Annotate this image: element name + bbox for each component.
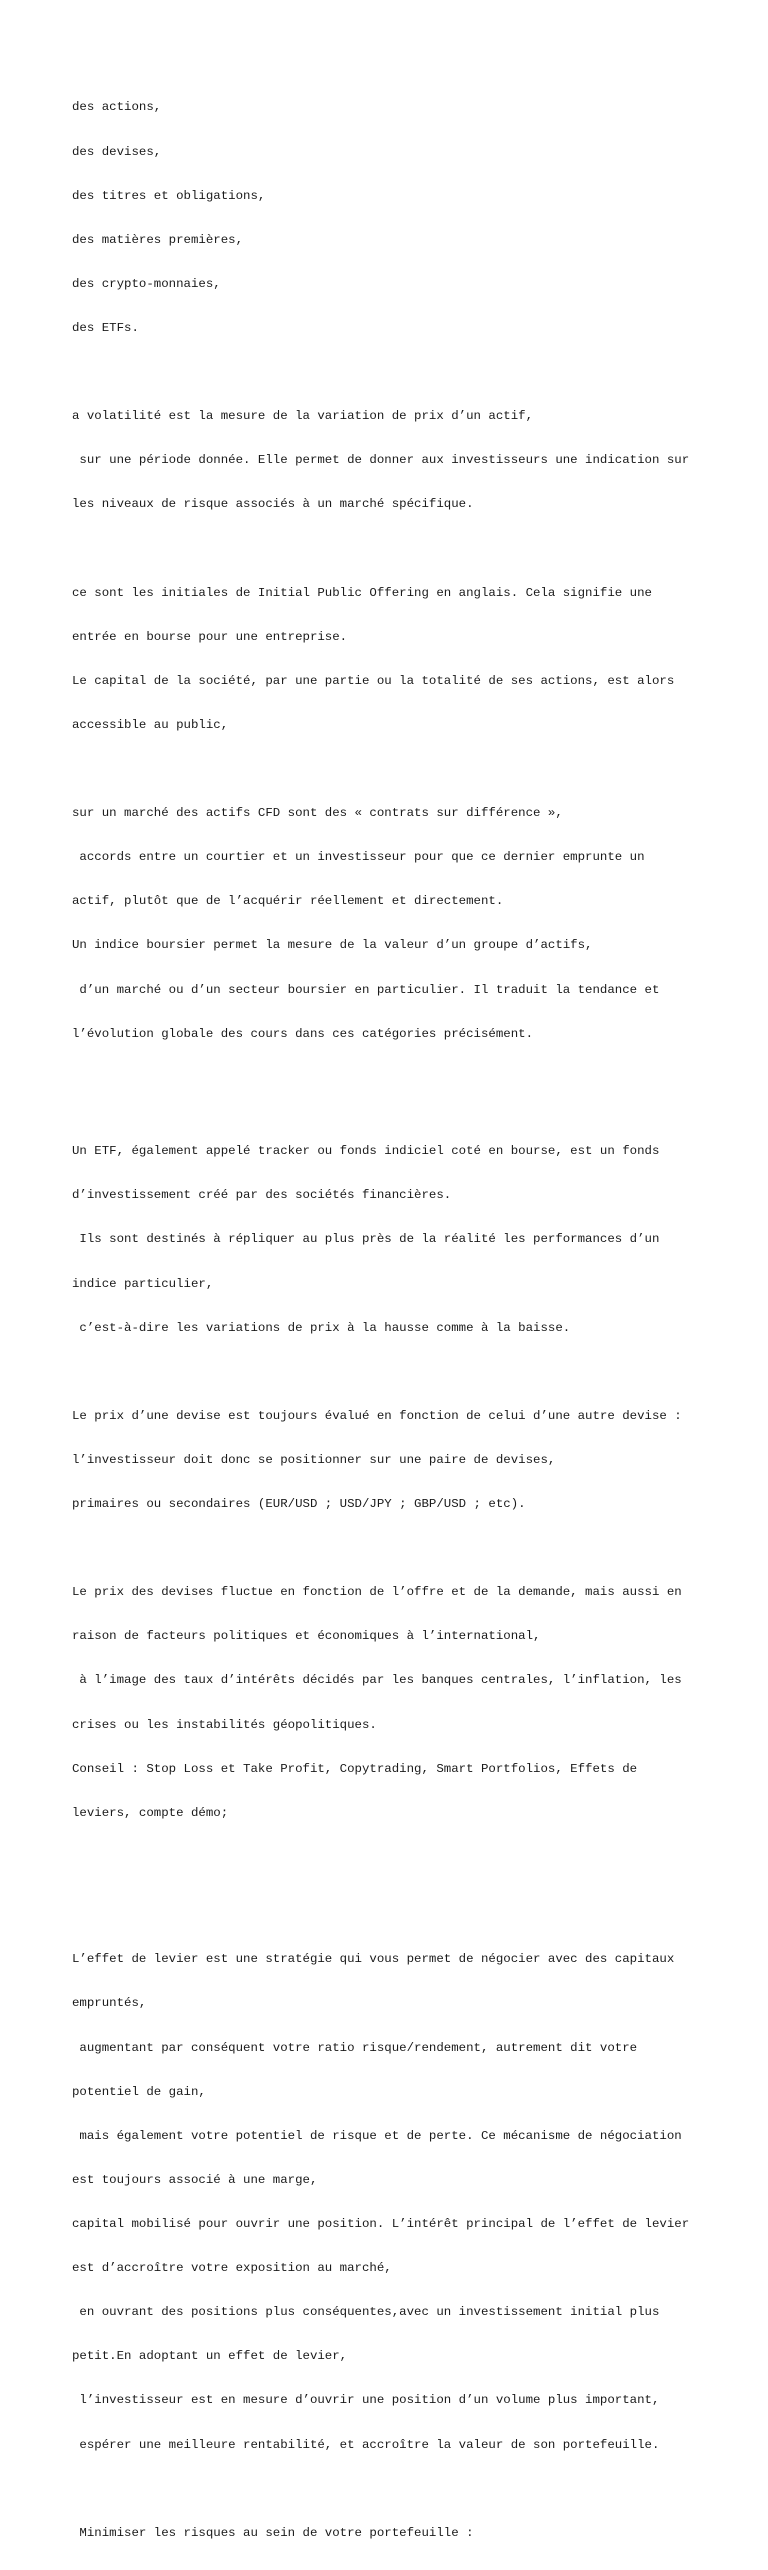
text-line: Le prix des devises fluctue en fonction de l’offre et de la demande, mais aussi en <box>72 1585 682 1600</box>
text-line: sur une période donnée. Elle permet de donner aux investisseurs une indication sur <box>72 453 690 468</box>
list-item: des crypto-monnaies, <box>72 276 221 291</box>
list-item: des devises, <box>72 144 162 159</box>
text-line: petit.En adoptant un effet de levier, <box>72 2349 348 2364</box>
text-line: c’est-à-dire les variations de prix à la hausse comme à la baisse. <box>72 1320 571 1335</box>
text-line: est toujours associé à une marge, <box>72 2172 318 2187</box>
document-page <box>72 71 702 2570</box>
text-line: empruntés, <box>72 1996 147 2011</box>
text-line: Minimiser les risques au sein de votre portefeuille : <box>72 2525 474 2540</box>
text-line: l’investisseur est en mesure d’ouvrir une position d’un volume plus important, <box>72 2393 660 2408</box>
paragraph-etf <box>72 1115 702 1365</box>
paragraph-risk <box>72 2496 702 2570</box>
text-line: d’un marché ou d’un secteur boursier en particulier. Il traduit la tendance et <box>72 982 660 997</box>
text-line: indice particulier, <box>72 1276 214 1291</box>
text-line: en ouvrant des positions plus conséquentes,avec un investissement initial plus <box>72 2305 660 2320</box>
text-line: Un indice boursier permet la mesure de la valeur d’un groupe d’actifs, <box>72 938 593 953</box>
text-line: à l’image des taux d’intérêts décidés par les banques centrales, l’inflation, les <box>72 1673 682 1688</box>
paragraph-leverage <box>72 1923 702 2482</box>
text-line: accessible au public, <box>72 717 229 732</box>
text-line: augmentant par conséquent votre ratio risque/rendement, autrement dit votre <box>72 2040 638 2055</box>
text-line: l’investisseur doit donc se positionner sur une paire de devises, <box>72 1452 556 1467</box>
text-line: mais également votre potentiel de risque et de perte. Ce mécanisme de négociation <box>72 2128 682 2143</box>
paragraph-ipo <box>72 556 702 762</box>
text-line: Ils sont destinés à répliquer au plus près de la réalité les performances d’un <box>72 1232 660 1247</box>
text-line: actif, plutôt que de l’acquérir réellement et directement. <box>72 894 504 909</box>
text-line: raison de facteurs politiques et économiques à l’international, <box>72 1629 541 1644</box>
text-line: accords entre un courtier et un investisseur pour que ce dernier emprunte un <box>72 850 645 865</box>
text-line: primaires ou secondaires (EUR/USD ; USD/JPY ; GBP/USD ; etc). <box>72 1497 526 1512</box>
paragraph-currency-pair <box>72 1379 702 1541</box>
text-line: ce sont les initiales de Initial Public Offering en anglais. Cela signifie une <box>72 585 652 600</box>
list-item: des ETFs. <box>72 320 139 335</box>
paragraph-currency-factors <box>72 1556 702 1850</box>
paragraph-cfd-index <box>72 777 702 1071</box>
text-line: Un ETF, également appelé tracker ou fonds indiciel coté en bourse, est un fonds <box>72 1144 660 1159</box>
text-line: Le prix d’une devise est toujours évalué en fonction de celui d’une autre devise : <box>72 1408 682 1423</box>
text-line: les niveaux de risque associés à un marché spécifique. <box>72 497 474 512</box>
text-line: crises ou les instabilités géopolitiques. <box>72 1717 377 1732</box>
text-line: d’investissement créé par des sociétés financières. <box>72 1188 452 1203</box>
text-line: sur un marché des actifs CFD sont des « contrats sur différence », <box>72 806 563 821</box>
text-line: leviers, compte démo; <box>72 1805 229 1820</box>
text-line: est d’accroître votre exposition au marché, <box>72 2261 392 2276</box>
list-item: des actions, <box>72 100 162 115</box>
list-item: des matières premières, <box>72 232 244 247</box>
text-line: Le capital de la société, par une partie ou la totalité de ses actions, est alors <box>72 673 675 688</box>
assets-list <box>72 71 702 365</box>
text-line: Conseil : Stop Loss et Take Profit, Copytrading, Smart Portfolios, Effets de <box>72 1761 638 1776</box>
text-line: capital mobilisé pour ouvrir une position. L’intérêt principal de l’effet de levier <box>72 2216 690 2231</box>
list-item: des titres et obligations, <box>72 188 266 203</box>
text-line: espérer une meilleure rentabilité, et accroître la valeur de son portefeuille. <box>72 2437 660 2452</box>
text-line: entrée en bourse pour une entreprise. <box>72 629 348 644</box>
text-line: a volatilité est la mesure de la variation de prix d’un actif, <box>72 409 534 424</box>
text-line: potentiel de gain, <box>72 2084 206 2099</box>
paragraph-volatility <box>72 380 702 542</box>
text-line: l’évolution globale des cours dans ces catégories précisément. <box>72 1026 534 1041</box>
text-line: L’effet de levier est une stratégie qui vous permet de négocier avec des capitaux <box>72 1952 675 1967</box>
